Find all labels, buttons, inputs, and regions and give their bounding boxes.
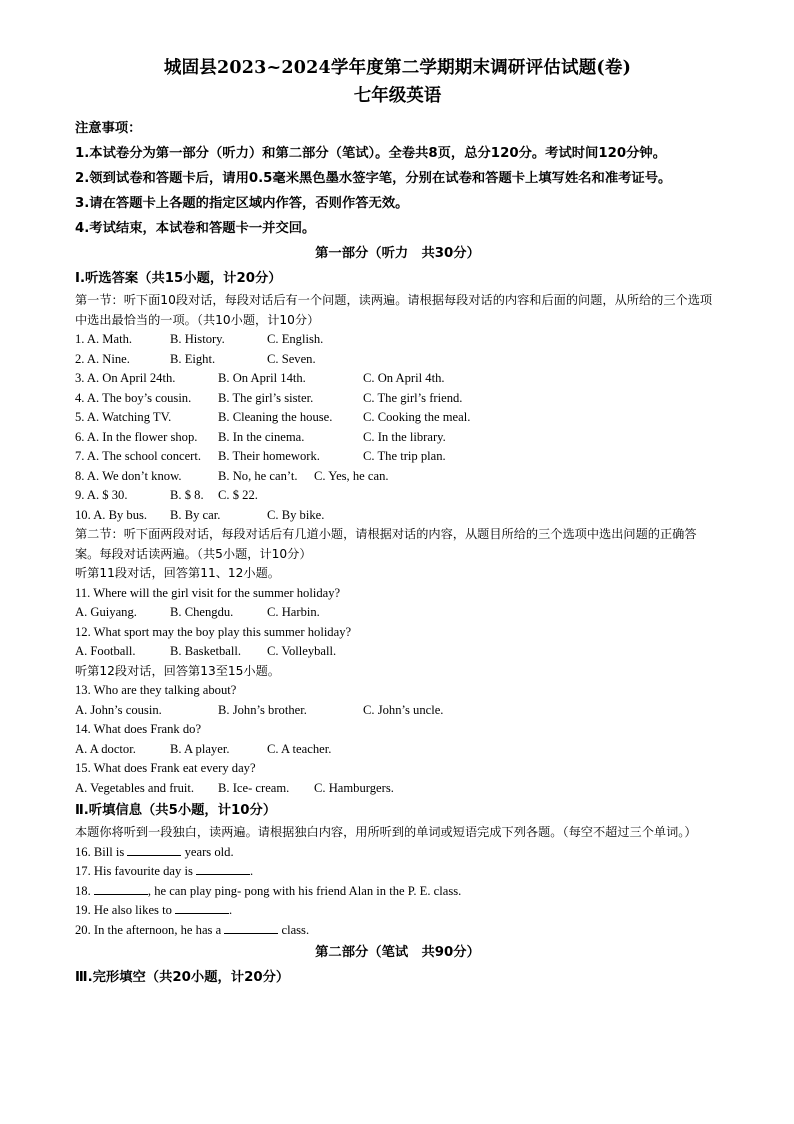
q11-option-a: A. Guiyang. [75, 605, 137, 619]
fill-item-prefix: 18. [75, 883, 94, 898]
q14-stem: 14. What does Frank do? [75, 722, 202, 736]
notice-item-4: 4.考试结束，本试卷和答题卡一并交回。 [75, 221, 316, 236]
part1-title: 第一部分（听力 共30分） [315, 246, 480, 261]
answer-blank[interactable] [196, 862, 250, 875]
mcq-option-b: B. Cleaning the house. [218, 410, 333, 424]
mcq-option-c: C. English. [267, 332, 324, 346]
dialog12-intro: 听第12段对话，回答第13至15小题。 [75, 663, 280, 678]
q13-option-a: A. John’s cousin. [75, 702, 162, 717]
q15-option-b: B. Ice- cream. [218, 780, 290, 795]
mcq-option-c: C. By bike. [267, 507, 325, 522]
q13-stem: 13. Who are they talking about? [75, 683, 237, 697]
section1-node2-instruction: 第二节：听下面两段对话，每段对话后有几道小题，请根据对话的内容，从题目所给的三个选项中选出问题的正确答案。每段对话读两遍。（共5小题，计10分） [75, 527, 697, 561]
mcq-option-a: 8. A. We don’t know. [75, 468, 182, 483]
fill-item [75, 862, 720, 882]
mcq-option-c: C. Seven. [267, 351, 316, 366]
mcq-option-a: 5. A. Watching TV. [75, 410, 172, 424]
q15-options [75, 779, 720, 799]
notice-item-2: 2.领到试卷和答题卡后，请用0.5毫米黑色墨水签字笔，分别在试卷和答题卡上填写姓名和准考证号。 [75, 171, 672, 186]
mcq-option-b: B. The girl’s sister. [218, 390, 314, 405]
q15-option-c: C. Hamburgers. [314, 780, 394, 795]
mcq-row [75, 486, 720, 506]
notice-heading: 注意事项： [75, 121, 142, 136]
section2-heading: Ⅱ.听填信息（共5小题，计10分） [75, 803, 277, 818]
answer-blank[interactable] [224, 921, 278, 934]
q15-option-a: A. Vegetables and fruit. [75, 780, 195, 795]
mcq-row [75, 447, 720, 467]
mcq-option-c: C. $ 22. [218, 488, 258, 502]
mcq-option-a: 9. A. $ 30. [75, 488, 128, 502]
q15-stem: 15. What does Frank eat every day? [75, 761, 256, 775]
mcq-row [75, 467, 720, 487]
q11-options [75, 603, 720, 623]
fill-item [75, 882, 720, 902]
exam-title: 城固县2023~2024学年度第二学期期末调研评估试题(卷) [163, 58, 632, 78]
mcq-option-b: B. By car. [170, 507, 221, 522]
mcq-option-b: B. History. [170, 332, 225, 346]
q14-option-b: B. A player. [170, 741, 230, 756]
notice-item-3: 3.请在答题卡上各题的指定区域内作答，否则作答无效。 [75, 196, 409, 211]
mcq-row [75, 369, 720, 389]
mcq-option-c: C. Cooking the meal. [363, 410, 471, 424]
q12-option-b: B. Basketball. [170, 644, 242, 658]
q14-option-c: C. A teacher. [267, 741, 332, 756]
mcq-option-b: B. Eight. [170, 351, 216, 366]
answer-blank[interactable] [127, 843, 181, 856]
mcq-row [75, 389, 720, 409]
q12-stem: 12. What sport may the boy play this summer holiday? [75, 624, 352, 639]
q12-options [75, 642, 720, 662]
mcq-row [75, 428, 720, 448]
mcq-option-c: C. On April 4th. [363, 371, 445, 385]
mcq-option-c: C. The trip plan. [363, 449, 446, 463]
q11-option-b: B. Chengdu. [170, 605, 234, 619]
fill-item [75, 901, 720, 921]
answer-blank[interactable] [94, 882, 148, 895]
mcq-option-a: 10. A. By bus. [75, 507, 148, 522]
q11-stem: 11. Where will the girl visit for the summer holiday? [75, 585, 341, 600]
part2-title: 第二部分（笔试 共90分） [315, 945, 480, 960]
mcq-option-b: B. No, he can’t. [218, 468, 298, 483]
mcq-option-c: C. The girl’s friend. [363, 390, 463, 405]
exam-subtitle: 七年级英语 [353, 86, 442, 106]
fill-list [75, 843, 720, 941]
q12-option-c: C. Volleyball. [267, 644, 337, 658]
answer-blank[interactable] [175, 901, 229, 914]
fill-item [75, 843, 720, 863]
q12-option-a: A. Football. [75, 644, 136, 658]
mcq-row [75, 330, 720, 350]
dialog11-intro: 听第11段对话，回答第11、12小题。 [75, 566, 280, 580]
q13-option-c: C. John’s uncle. [363, 702, 444, 717]
fill-item-suffix: . [229, 903, 233, 917]
q14-option-a: A. A doctor. [75, 741, 136, 756]
q14-options [75, 740, 720, 760]
mcq-option-b: B. Their homework. [218, 449, 320, 463]
mcq-option-a: 4. A. The boy’s cousin. [75, 390, 192, 405]
mcq-option-b: B. In the cinema. [218, 429, 305, 444]
mcq-row [75, 408, 720, 428]
fill-item-prefix: 16. Bill is [75, 844, 128, 859]
fill-item-suffix: years old. [181, 844, 234, 859]
fill-item-prefix: 17. His favourite day is [75, 864, 197, 878]
section3-heading: Ⅲ.完形填空（共20小题，计20分） [75, 970, 290, 985]
fill-item [75, 921, 720, 941]
mcq-option-b: B. $ 8. [170, 488, 204, 502]
section1-heading: Ⅰ.听选答案（共15小题，计20分） [75, 271, 282, 286]
fill-item-suffix: . [250, 864, 254, 878]
fill-item-suffix: class. [278, 922, 310, 937]
mcq-row [75, 350, 720, 370]
fill-item-prefix: 20. In the afternoon, he has a [75, 922, 225, 937]
mcq-option-a: 3. A. On April 24th. [75, 371, 176, 385]
q11-option-c: C. Harbin. [267, 605, 320, 619]
mcq-list [75, 330, 720, 525]
q13-options [75, 701, 720, 721]
fill-item-prefix: 19. He also likes to [75, 903, 176, 917]
exam-page [75, 54, 720, 990]
mcq-option-a: 7. A. The school concert. [75, 449, 202, 463]
notice-item-1: 1.本试卷分为第一部分（听力）和第二部分（笔试）。全卷共8页，总分120分。考试时间120分钟。 [75, 146, 666, 161]
mcq-option-a: 2. A. Nine. [75, 351, 130, 366]
mcq-option-c: C. In the library. [363, 429, 446, 444]
fill-item-suffix: , he can play ping- pong with his friend Alan in the P. E. class. [147, 883, 462, 898]
mcq-option-a: 6. A. In the flower shop. [75, 429, 198, 444]
section1-node1-instruction: 第一节：听下面10段对话，每段对话后有一个问题，读两遍。请根据每段对话的内容和后面的问题，从所给的三个选项中选出最恰当的一项。（共10小题，计10分） [75, 293, 713, 327]
mcq-option-a: 1. A. Math. [75, 332, 133, 346]
mcq-option-c: C. Yes, he can. [314, 468, 389, 483]
section2-instruction: 本题你将听到一段独白，读两遍。请根据独白内容，用所听到的单词或短语完成下列各题。（每空不超过三个单词。） [75, 825, 697, 839]
mcq-option-b: B. On April 14th. [218, 371, 306, 385]
mcq-row [75, 506, 720, 526]
q13-option-b: B. John’s brother. [218, 702, 307, 717]
